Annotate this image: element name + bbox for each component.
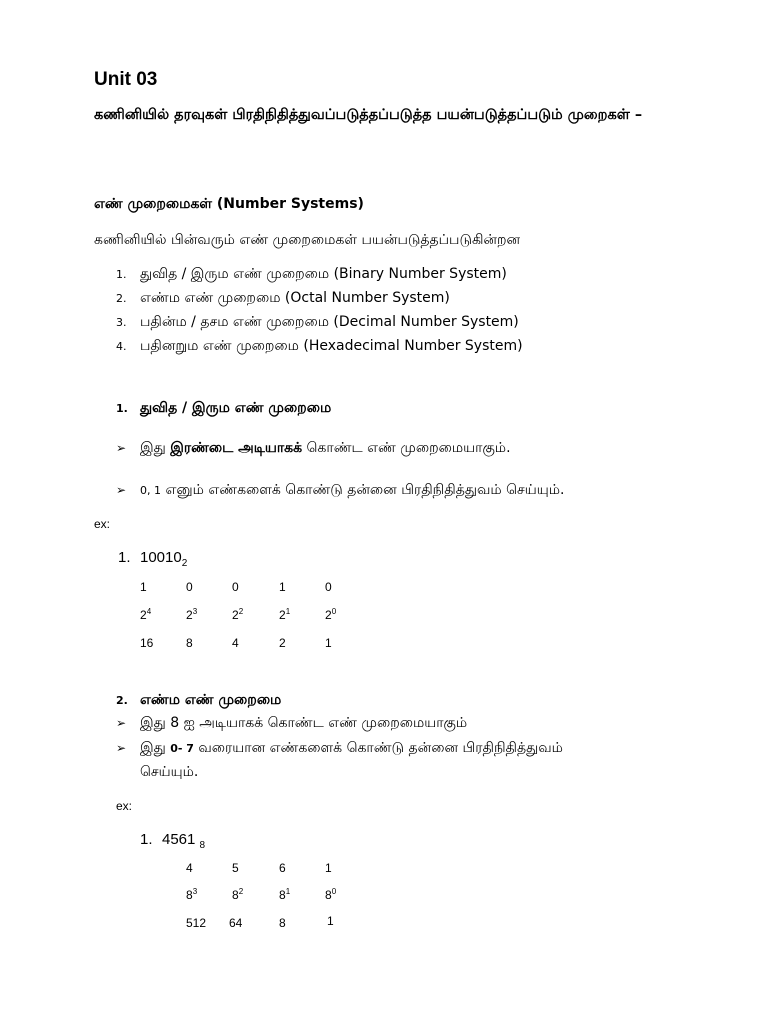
- bullet-continuation: செய்யும்.: [140, 764, 199, 780]
- table-cell: 0: [232, 580, 239, 594]
- octal-heading: [116, 692, 281, 710]
- bullet-item: ➢ இது இரண்டை அடியாகக் கொண்ட எண் முறைமையாகும்.: [116, 440, 511, 456]
- table-cell: 1: [327, 914, 334, 928]
- list-item: [116, 290, 450, 308]
- unit-heading: Unit 03: [94, 69, 158, 90]
- binary-heading: [116, 400, 331, 418]
- table-cell: 4: [232, 636, 239, 650]
- table-cell: 0: [325, 580, 332, 594]
- table-cell: 5: [232, 861, 239, 875]
- table-cell: 1: [279, 580, 286, 594]
- arrow-bullet-icon: ➢: [116, 441, 127, 455]
- list-text: பதினறும எண் முறைமை (Hexadecimal Number System): [140, 338, 523, 354]
- bullet-item: ➢ 0, 1 எனும் எண்களைக் கொண்டு தன்னை பிரதிநிதித்துவம் செய்யும்.: [116, 482, 565, 498]
- bullet-item: ➢ இது 0- 7 வரையான எண்களைக் கொண்டு தன்னை பிரதிநிதித்துவம்: [116, 740, 563, 756]
- section-number: 1.: [116, 402, 128, 415]
- table-cell: $2^1$: [279, 607, 291, 622]
- list-item: [116, 338, 523, 356]
- section-heading: எண் முறைமைகள் (Number Systems): [94, 196, 364, 212]
- table-cell: 512: [186, 916, 207, 930]
- section-title: எண்ம எண் முறைமை: [140, 692, 282, 708]
- table-cell: 8: [186, 636, 193, 650]
- table-cell: $2^3$: [186, 607, 198, 622]
- binary-example: 1. $10010_2$: [118, 549, 188, 569]
- table-cell: $2^4$: [140, 607, 152, 622]
- list-item: [116, 314, 519, 332]
- table-cell: 1: [325, 861, 332, 875]
- table-cell: 64: [229, 916, 243, 930]
- list-item: [116, 266, 507, 284]
- list-number: 4.: [116, 340, 127, 353]
- list-text: பதின்ம / தசம எண் முறைமை (Decimal Number System): [140, 314, 519, 330]
- section-number: 2.: [116, 694, 128, 707]
- table-cell: $2^0$: [325, 607, 337, 622]
- section-title: துவித / இரும எண் முறைமை: [140, 400, 332, 416]
- octal-example: 1. 4561 $_8$: [140, 831, 206, 851]
- table-cell: 1: [325, 636, 332, 650]
- table-cell: $8^0$: [325, 887, 337, 902]
- page-title: கணினியில் தரவுகள் பிரதிநிதித்துவப்படுத்தப்படுத்த பயன்படுத்தப்படும் முறைகள் –: [94, 107, 643, 123]
- bullet-item: ➢ இது 8 ஐ அடியாகக் கொண்ட எண் முறைமையாகும்: [116, 715, 468, 731]
- table-cell: 0: [186, 580, 193, 594]
- arrow-bullet-icon: ➢: [116, 716, 127, 730]
- example-label: ex:: [94, 517, 111, 531]
- table-cell: 16: [140, 636, 154, 650]
- list-text: துவித / இரும எண் முறைமை (Binary Number System): [140, 266, 507, 282]
- table-cell: $8^2$: [232, 887, 244, 902]
- table-cell: 4: [186, 861, 193, 875]
- table-cell: 8: [279, 916, 286, 930]
- table-cell: $8^1$: [279, 887, 291, 902]
- table-cell: $8^3$: [186, 887, 198, 902]
- list-text: எண்ம எண் முறைமை (Octal Number System): [140, 290, 450, 306]
- list-number: 1.: [116, 268, 127, 281]
- table-cell: 2: [279, 636, 286, 650]
- example-label: ex:: [116, 799, 133, 813]
- table-cell: $2^2$: [232, 607, 244, 622]
- table-cell: 1: [140, 580, 147, 594]
- arrow-bullet-icon: ➢: [116, 483, 127, 497]
- arrow-bullet-icon: ➢: [116, 741, 127, 755]
- list-number: 3.: [116, 316, 127, 329]
- table-cell: 6: [279, 861, 286, 875]
- list-number: 2.: [116, 292, 127, 305]
- intro-text: கணினியில் பின்வரும் எண் முறைமைகள் பயன்படுத்தப்படுகின்றன: [94, 232, 521, 248]
